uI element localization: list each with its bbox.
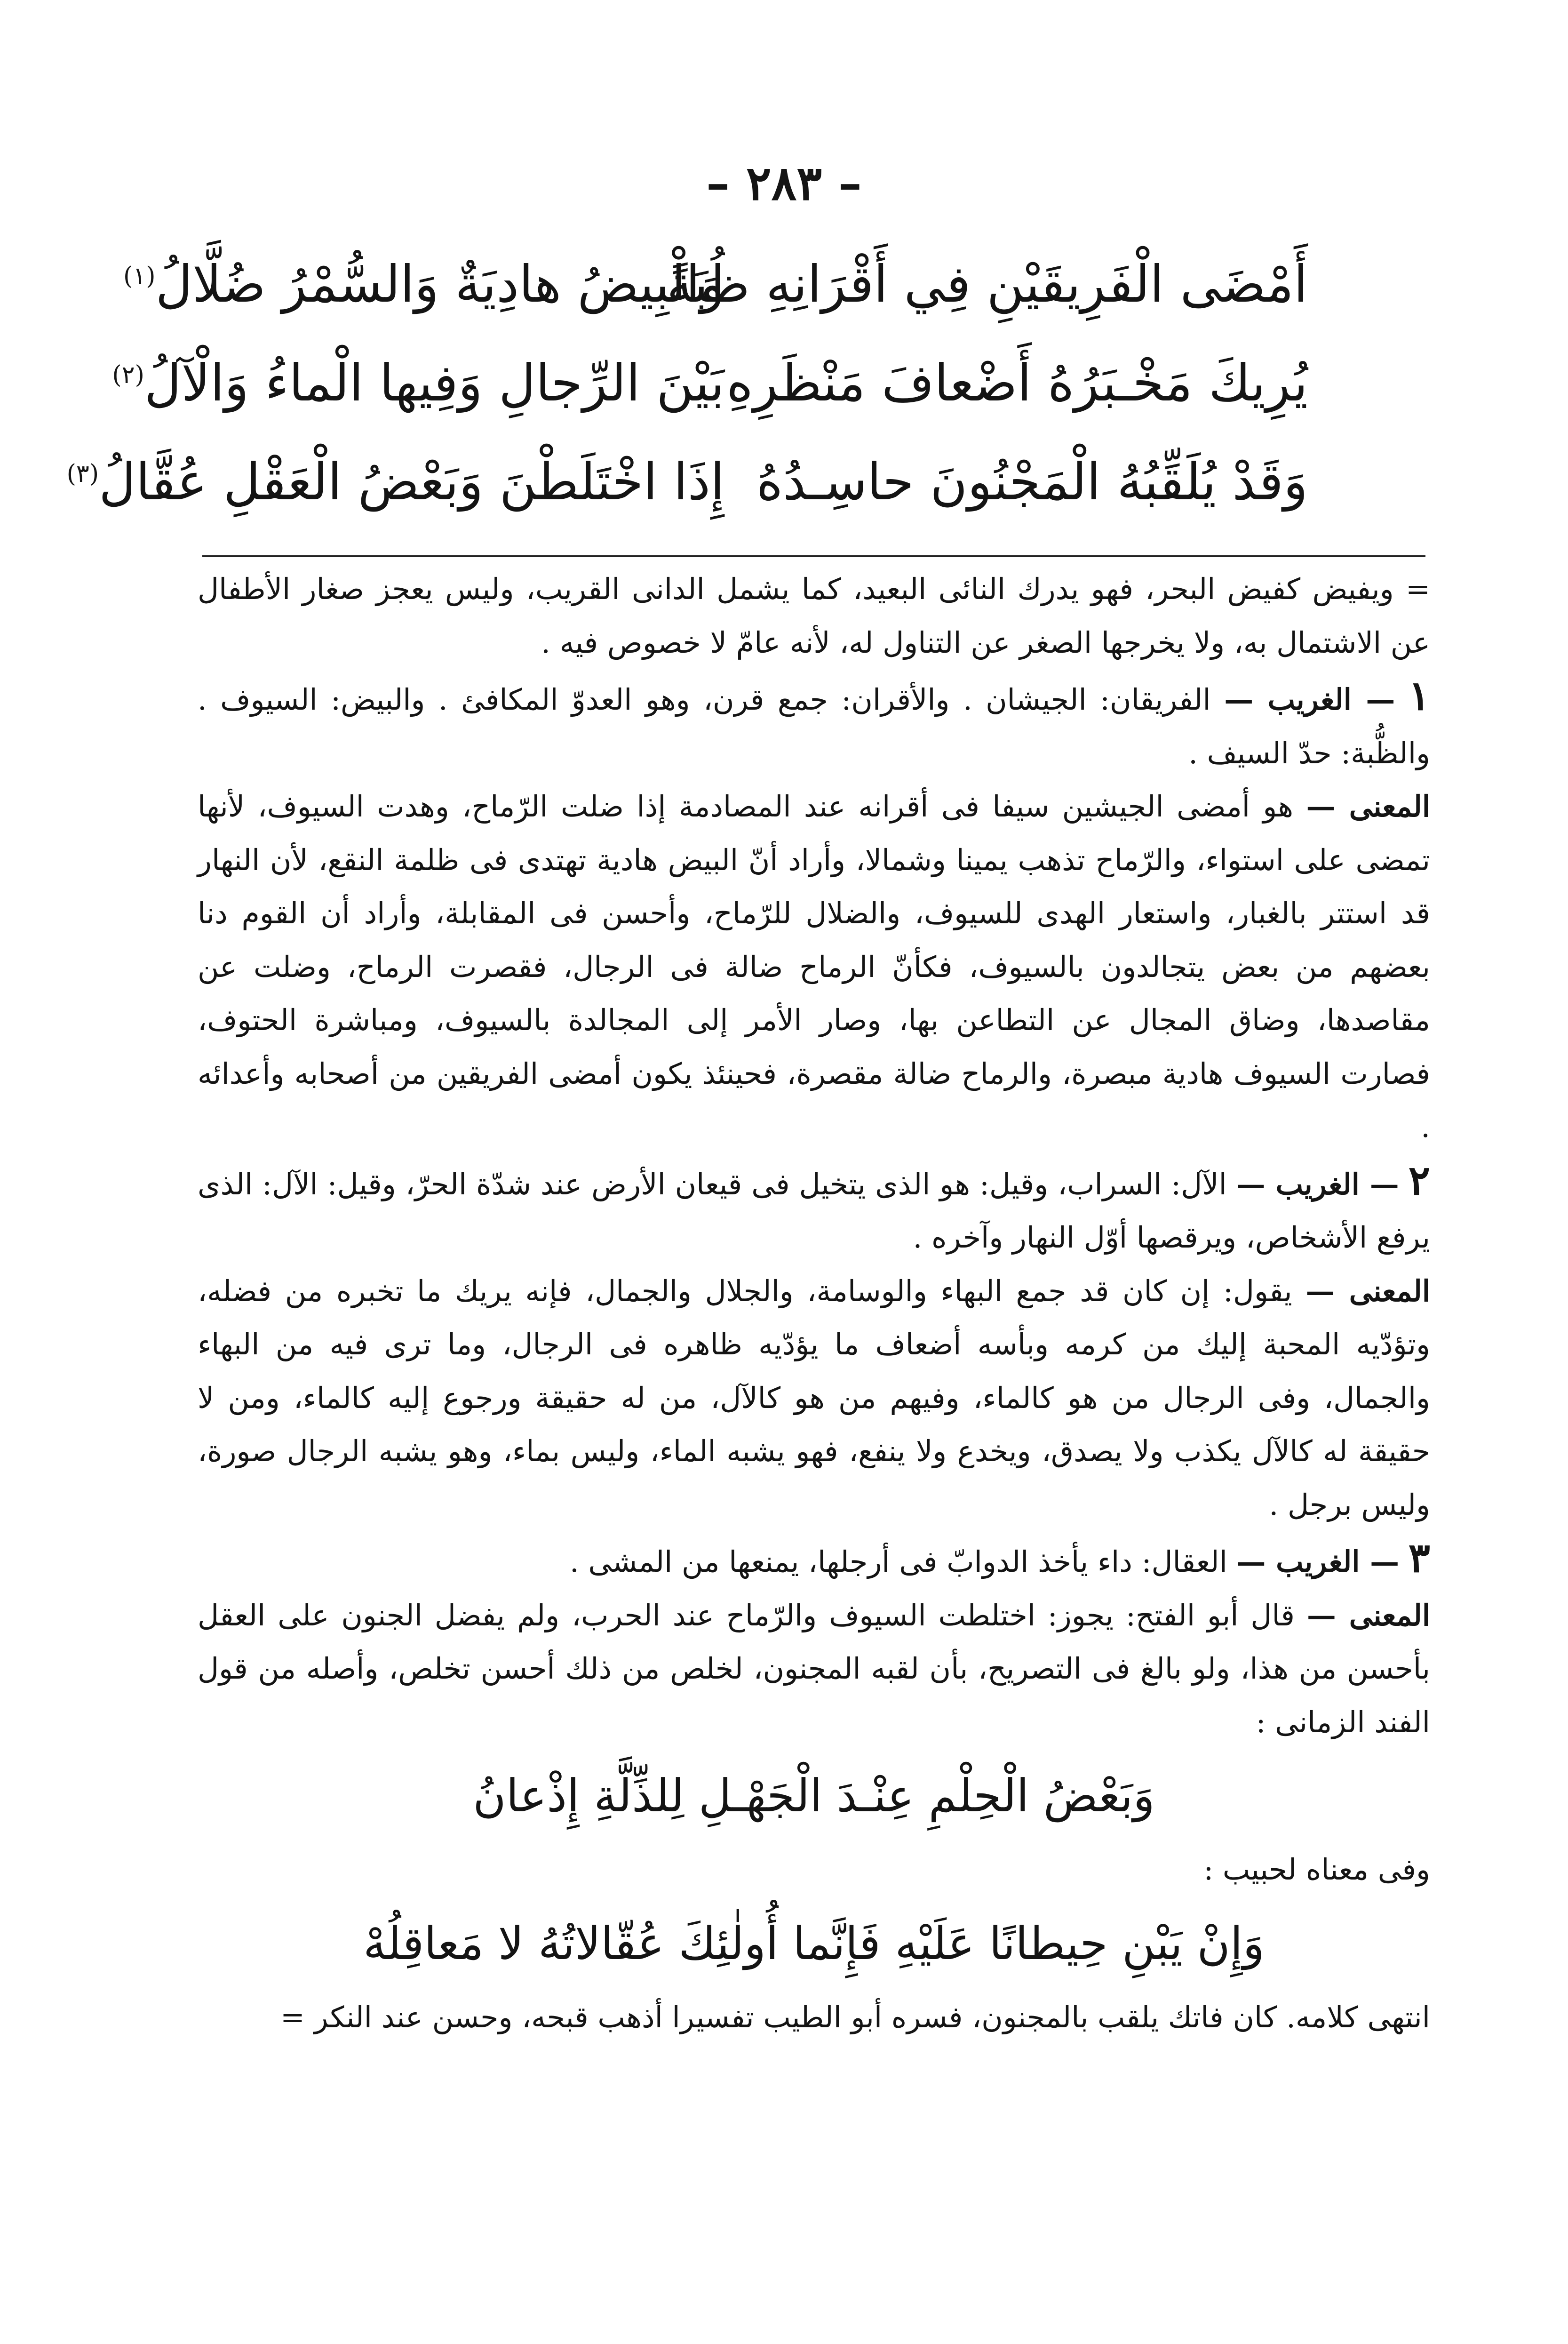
separator-rule [202,555,1425,557]
note-2-meaning [198,1264,1430,1532]
continuation-paragraph: = ويفيض كفيض البحر، فهو يدرك النائى البعيد، كما يشمل الدانى القريب، وليس يعجز صغار الأطفال عن الاشتمال به، ولا يخرجها الصغر عن التناول له، لأنه عامّ لا خصوص فيه . [198,572,1430,660]
note-1-gloss-text: الفريقان: الجيشان . والأقران: جمع قرن، وهو العدوّ المكافئ . والبيض: السيوف . والظُّبة: حدّ السيف . [198,682,1430,770]
verse-1-second-hemistich [123,235,724,334]
note-1-gloss [198,669,1430,780]
closing-paragraph: انتهى كلامه. كان فاتك يلقب بالمجنون، فسره أبو الطيب تفسيرا أذهب قبحه، وحسن عند النكر = [280,2000,1430,2034]
verse-1 [123,235,1308,334]
note-3-gloss [198,1531,1430,1589]
note-3-gloss-label: — الغريب — [1236,1544,1400,1579]
footnote-ref-3: (٣) [66,460,99,488]
verse-3-second-hemistich [66,433,724,532]
note-1-number: ١ [1408,672,1430,720]
footnote-ref-2: (٢) [112,361,144,389]
quoted-verse-fand: وَبَعْضُ الْحِلْمِ عِنْـدَ الْجَهْـلِ لِلذِّلَّةِ إِذْعانُ [473,1769,1155,1822]
note-3-number: ٣ [1408,1534,1430,1582]
verse-3-first-hemistich: وَقَدْ يُلَقِّبُهُ الْمَجْنُونَ حاسِـدُهُ [756,453,1308,512]
note-1-meaning-label: المعنى — [1306,789,1430,824]
note-2-gloss-text: الآل: السراب، وقيل: هو الذى يتخيل فى قيعان الأرض عند شدّة الحرّ، وقيل: الآل: الذى يرفع الأشخاص، ويرقصها أوّل النهار وآخره . [198,1167,1430,1255]
note-2-number: ٢ [1408,1156,1430,1204]
note-2-gloss [198,1154,1430,1264]
verse-3-second-text: إِذَا اخْتَلَطْنَ وَبَعْضُ الْعَقْلِ عُقَّالُ [99,453,724,512]
habib-intro: وفى معناه لحبيب : [1203,1852,1430,1887]
verse-2 [112,334,1308,433]
verse-2-second-hemistich [112,334,724,433]
page-number: – ٢٨٣ – [706,155,862,211]
commentary [198,562,1430,2044]
note-2-meaning-text: يقول: إن كان قد جمع البهاء والوسامة، والجلال والجمال، فإنه يريك ما تخبره من فضله، وتؤدّيه المحبة إليك من كرمه وبأسه أضعاف ما يؤدّيه ظاهره فى الرجال، وما ترى فيه من البهاء والجمال، وفى الرجال من هو كالماء، وفيهم من هو كالآل، من له حقيقة ورجوع إليه كالماء، ومن لا حقيقة له كالآل يكذب ولا يصدق، ويخدع ولا ينفع، فهو يشبه الماء، وليس بماء، وهو يشبه الرجال صورة، وليس برجل . [198,1273,1430,1522]
note-3-meaning-label: المعنى — [1306,1598,1430,1632]
note-1-gloss-label: — الغريب — [1224,682,1395,717]
verse-2-second-text: بَيْنَ الرِّجالِ وَفِيها الْماءُ وَالْآلُ [144,354,724,413]
note-3-meaning-text: قال أبو الفتح: يجوز: اختلطت السيوف والرّماح عند الحرب، ولم يفضل الجنون على العقل بأحسن من هذا، ولو بالغ فى التصريح، بأن لقبه المجنون، لخلص من ذلك أحسن تخلص، وأصله من قول الفند الزمانى : [198,1598,1430,1739]
note-1-meaning-text: هو أمضى الجيشين سيفا فى أقرانه عند المصادمة إذا ضلت الرّماح، وهدت السيوف، لأنها تمضى على استواء، والرّماح تذهب يمينا وشمالا، وأراد أنّ البيض هادية تهتدى فى ظلمة النقع، لأن النهار قد استتر بالغبار، واستعار الهدى للسيوف، والضلال للرّماح، وأحسن فى المقابلة، وأراد أن القوم دنا بعضهم من بعض يتجالدون بالسيوف، فكأنّ الرماح ضالة فى الرجال، فقصرت الرماح، وضلت عن مقاصدها، وضاق المجال عن التطاعن بها، وصار الأمر إلى المجالدة بالسيوف، ومباشرة الحتوف، فصارت السيوف هادية مبصرة، والرماح ضالة مقصرة، فحينئذ يكون أمضى الفريقين من أصحابه وأعدائه . [198,789,1430,1144]
note-3-meaning [198,1589,1430,1749]
verse-3 [66,433,1308,532]
note-2-meaning-label: المعنى — [1305,1273,1430,1308]
note-1-meaning [198,780,1430,1154]
note-3-gloss-text: العقال: داء يأخذ الدوابّ فى أرجلها، يمنعها من المشى . [569,1544,1227,1579]
verse-1-first-hemistich: أَمْضَى الْفَرِيقَيْنِ فِي أَقْرَانِهِ ظُبَةً [667,255,1308,314]
footnote-ref-1: (١) [123,262,156,290]
verse-2-first-hemistich: يُرِيكَ مَخْـبَرُهُ أَضْعافَ مَنْظَرِهِ [726,354,1308,413]
verse-1-second-text: وَالْبِيضُ هادِيَةٌ وَالسُّمْرُ ضُلَّالُ [155,255,724,314]
poem-verses [66,235,1308,532]
quoted-verse-habib: وَإِنْ يَبْنِ حِيطانًا عَلَيْهِ فَإِنَّما أُولٰئِكَ عُقّالاتُهُ لا مَعاقِلُهْ [363,1917,1265,1970]
note-2-gloss-label: — الغريب — [1236,1167,1399,1201]
